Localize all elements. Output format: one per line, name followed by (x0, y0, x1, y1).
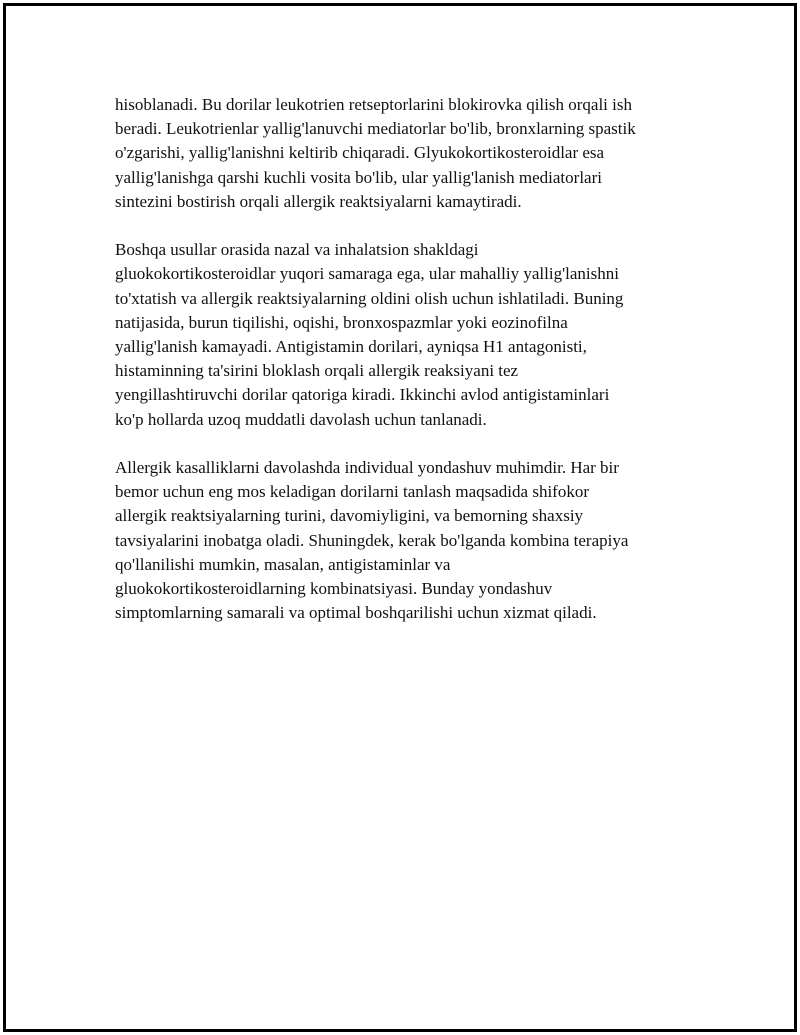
text-line: ko'p hollarda uzoq muddatli davolash uchun tanlanadi. (115, 409, 487, 429)
text-line: Boshqa usullar orasida nazal va inhalatsion shakldagi (115, 240, 479, 260)
paragraph-3 (115, 456, 705, 625)
text-line: yallig'lanish kamayadi. Antigistamin dorilari, ayniqsa H1 antagonisti, (115, 337, 587, 357)
text-line: gluokokortikosteroidlarning kombinatsiyasi. Bunday yondashuv (115, 579, 553, 599)
text-line: to'xtatish va allergik reaktsiyalarning oldini olish uchun ishlatiladi. Buning (115, 288, 624, 308)
paragraph-1 (115, 93, 705, 214)
text-line: hisoblanadi. Bu dorilar leukotrien retseptorlarini blokirovka qilish orqali ish (115, 95, 632, 114)
text-line: o'zgarishi, yallig'lanishni keltirib chiqaradi. Glyukokortikosteroidlar esa (115, 143, 605, 163)
text-line: tavsiyalarini inobatga oladi. Shuningdek, kerak bo'lganda kombina terapiya (115, 530, 629, 550)
text-line: natijasida, burun tiqilishi, oqishi, bronxospazmlar yoki eozinofilna (115, 312, 568, 332)
document-body (115, 93, 705, 650)
text-line: beradi. Leukotrienlar yallig'lanuvchi mediatorlar bo'lib, bronxlarning spastik (115, 119, 636, 139)
text-line: gluokokortikosteroidlar yuqori samaraga ega, ular mahalliy yallig'lanishni (115, 264, 619, 284)
text-line: qo'llanilishi mumkin, masalan, antigistaminlar va (115, 554, 451, 574)
text-line: bemor uchun eng mos keladigan dorilarni tanlash maqsadida shifokor (115, 482, 589, 502)
text-line: allergik reaktsiyalarning turini, davomiyligini, va bemorning shaxsiy (115, 506, 584, 526)
text-line: sintezini bostirish orqali allergik reaktsiyalarni kamaytiradi. (115, 191, 522, 211)
text-line: simptomlarning samarali va optimal boshqarilishi uchun xizmat qiladi. (115, 603, 597, 623)
text-line: yengillashtiruvchi dorilar qatoriga kiradi. Ikkinchi avlod antigistaminlari (115, 385, 610, 405)
text-line: histaminning ta'sirini bloklash orqali allergik reaksiyani tez (115, 361, 519, 381)
paragraph-2 (115, 238, 705, 432)
text-line: Allergik kasalliklarni davolashda individual yondashuv muhimdir. Har bir (115, 458, 619, 478)
text-line: yallig'lanishga qarshi kuchli vosita bo'lib, ular yallig'lanish mediatorlari (115, 167, 602, 187)
